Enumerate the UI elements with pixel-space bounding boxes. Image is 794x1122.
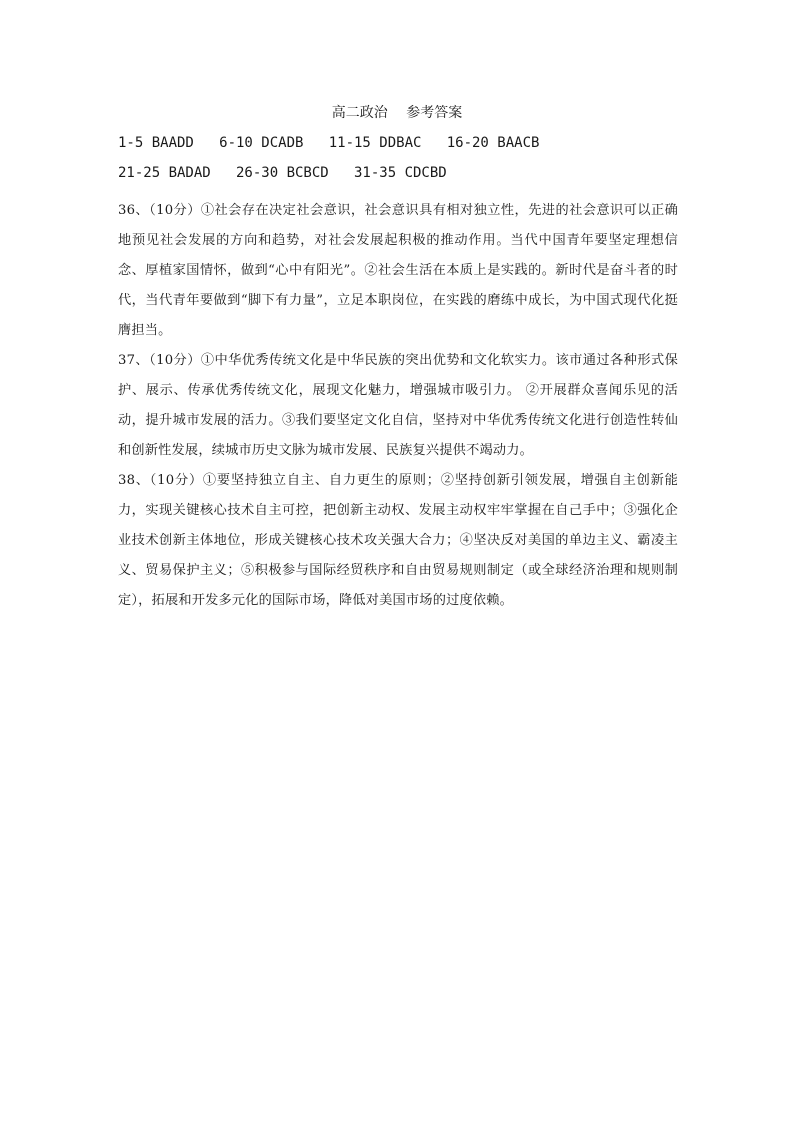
document-title: 高二政治 参考答案 xyxy=(331,105,463,121)
choice-answers-row-1: 1-5 BAADD 6-10 DCADB 11-15 DDBAC 16-20 BAACB xyxy=(118,135,540,151)
answer-question-37: 37、（10分）①中华优秀传统文化是中华民族的突出优势和文化软实力。该市通过各种形式保护、展示、传承优秀传统文化，展现文化魅力，增强城市吸引力。 ②开展群众喜闻乐见的活动，提升城市发展的活力。③我们要坚定文化自信，坚持对中华优秀传统文化进行创造性转仙和创新性发展，续城市历史文脉为城市发展、民族复兴提供不竭动力。 xyxy=(118,353,678,458)
answer-question-38: 38、（10分）①要坚持独立自主、自力更生的原则；②坚持创新引领发展，增强自主创新能力，实现关键核心技术自主可控，把创新主动权、发展主动权牢牢掌握在自己手中；③强化企业技术创新主体地位，形成关键核心技术攻关强大合力；④坚决反对美国的单边主义、霸凌主义、贸易保护主义；⑤积极参与国际经贸秩序和自由贸易规则制定（或全球经济治理和规则制定），拓展和开发多元化的国际市场，降低对美国市场的过度依赖。 xyxy=(118,473,678,608)
choice-answers-row-2: 21-25 BADAD 26-30 BCBCD 31-35 CDCBD xyxy=(118,165,447,181)
answer-question-36: 36、（10分）①社会存在决定社会意识，社会意识具有相对独立性，先进的社会意识可以正确地预见社会发展的方向和趋势，对社会发展起积极的推动作用。当代中国青年要坚定理想信念、厚植家国情怀，做到“心中有阳光”。②社会生活在本质上是实践的。新时代是奋斗者的时代，当代青年要做到“脚下有力量”，立足本职岗位，在实践的磨练中成长，为中国式现代化挺膺担当。 xyxy=(118,203,678,338)
